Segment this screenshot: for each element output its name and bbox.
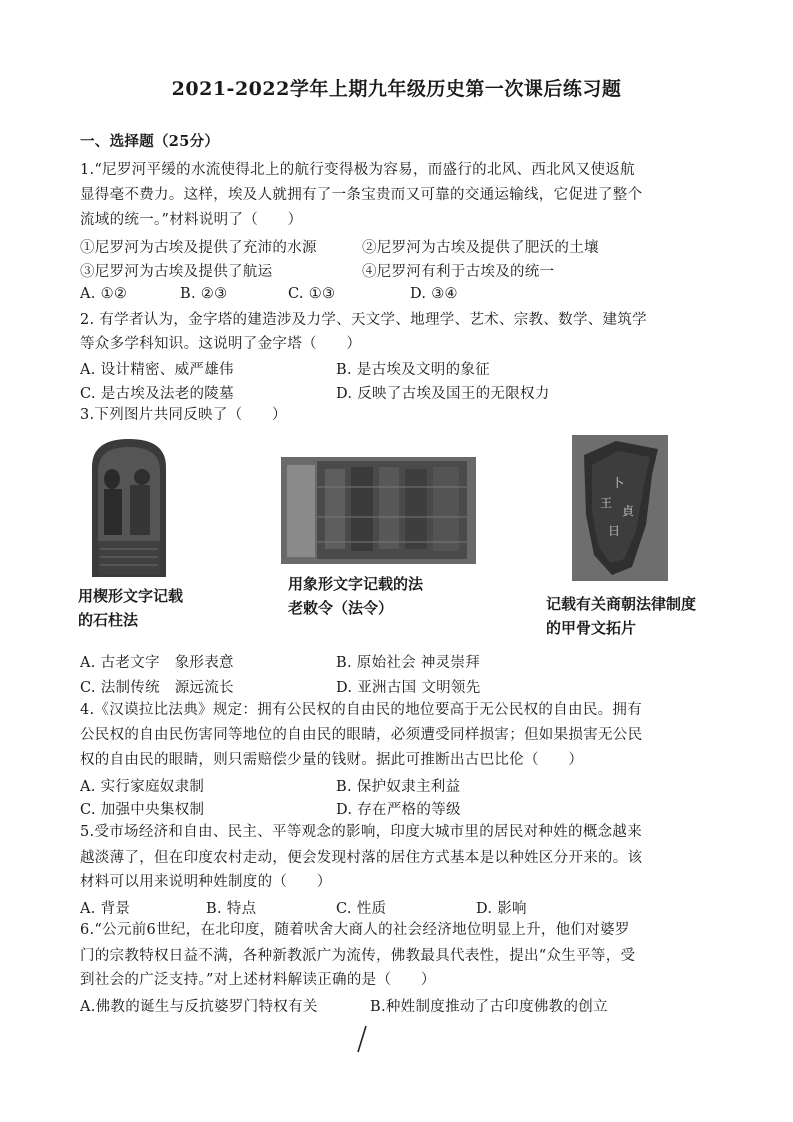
- q5-stem-line: 5.受市场经济和自由、民主、平等观念的影响，印度大城市里的居民对种姓的概念越来: [80, 824, 643, 840]
- q6-stem-line: 6.“公元前6世纪，在北印度，随着吠舍大商人的社会经济地位明显上升，他们对婆罗: [80, 922, 630, 938]
- q1-option-c: C. ①③: [288, 286, 336, 302]
- pen-mark: [352, 1024, 372, 1058]
- q6-stem-line: 门的宗教特权日益不满，各种新教派广为流传，佛教最具代表性，提出“众生平等，受: [80, 948, 636, 964]
- exam-title: 2021-2022学年上期九年级历史第一次课后练习题: [171, 78, 622, 100]
- q6-stem-line: 到社会的广泛支持。”对上述材料解读正确的是（ ）: [80, 972, 436, 988]
- q3-option-c: C. 法制传统 源远流长: [80, 680, 234, 696]
- q1-item: ①尼罗河为古埃及提供了充沛的水源: [80, 240, 317, 256]
- q1-option-d: D. ③④: [410, 286, 458, 302]
- q3-stem: 3.下列图片共同反映了（ ）: [80, 407, 287, 423]
- q4-stem-line: 公民权的自由民伤害同等地位的自由民的眼睛，必须遭受同样损害；但如果损害无公民: [80, 727, 643, 743]
- q1-stem-line: 流域的统一。”材料说明了（ ）: [80, 212, 303, 228]
- q4-option-a: A. 实行家庭奴隶制: [80, 779, 205, 795]
- q6-option-a: A.佛教的诞生与反抗婆罗门特权有关: [80, 999, 318, 1015]
- q5-option-a: A. 背景: [80, 901, 131, 917]
- q1-item: ②尼罗河为古埃及提供了肥沃的土壤: [362, 240, 599, 256]
- q4-stem-line: 权的自由民的眼睛，则只需赔偿少量的钱财。据此可推断出古巴比伦（ ）: [80, 752, 584, 768]
- q1-item: ③尼罗河为古埃及提供了航运: [80, 264, 273, 280]
- svg-text:貞: 貞: [622, 504, 635, 518]
- q2-option-c: C. 是古埃及法老的陵墓: [80, 386, 234, 402]
- q4-option-c: C. 加强中央集权制: [80, 802, 205, 818]
- caption-stele: 用楔形文字记载 的石柱法: [78, 587, 184, 629]
- q4-option-b: B. 保护奴隶主利益: [336, 779, 461, 795]
- q5-stem-line: 材料可以用来说明种姓制度的（ ）: [80, 874, 332, 890]
- q2-option-d: D. 反映了古埃及国王的无限权力: [336, 386, 550, 402]
- q5-option-d: D. 影响: [476, 901, 527, 917]
- q3-option-b: B. 原始社会 神灵崇拜: [336, 655, 481, 671]
- q1-item: ④尼罗河有利于古埃及的统一: [362, 264, 555, 280]
- svg-text:卜: 卜: [612, 476, 625, 490]
- q1-stem-line: 显得毫不费力。这样，埃及人就拥有了一条宝贵而又可靠的交通运输线，它促进了整个: [80, 187, 643, 203]
- q1-option-a: A. ①②: [80, 286, 128, 302]
- q4-option-d: D. 存在严格的等级: [336, 802, 461, 818]
- q2-stem-line: 2. 有学者认为，金字塔的建造涉及力学、天文学、地理学、艺术、宗教、数学、建筑学: [80, 312, 647, 328]
- q3-option-a: A. 古老文字 象形表意: [80, 655, 234, 671]
- stele-image: [84, 437, 174, 577]
- q6-option-b: B.种姓制度推动了古印度佛教的创立: [370, 999, 608, 1015]
- q5-stem-line: 越淡薄了，但在印度农村走动，便会发现村落的居住方式基本是以种姓区分开来的。该: [80, 850, 643, 866]
- q3-option-d: D. 亚洲古国 文明领先: [336, 680, 481, 696]
- edict-image: [281, 457, 476, 564]
- caption-oracle-bone: 记载有关商朝法律制度 的甲骨文拓片: [546, 595, 697, 637]
- q1-option-b: B. ②③: [180, 286, 228, 302]
- q2-option-b: B. 是古埃及文明的象征: [336, 362, 490, 378]
- svg-text:王: 王: [600, 496, 613, 510]
- q4-stem-line: 4.《汉谟拉比法典》规定：拥有公民权的自由民的地位要高于无公民权的自由民。拥有: [80, 702, 643, 718]
- q5-option-c: C. 性质: [336, 901, 387, 917]
- caption-edict: 用象形文字记载的法 老敕令（法令）: [288, 575, 424, 617]
- q1-stem-line: 1.“尼罗河平缓的水流使得北上的航行变得极为容易，而盛行的北风、西北风又使返航: [80, 162, 635, 178]
- section-heading: 一、选择题（25分）: [80, 133, 220, 150]
- q2-option-a: A. 设计精密、威严雄伟: [80, 362, 234, 378]
- svg-text:日: 日: [608, 524, 621, 538]
- oracle-bone-image: [572, 435, 668, 581]
- q5-option-b: B. 特点: [206, 901, 257, 917]
- q2-stem-line: 等众多学科知识。这说明了金字塔（ ）: [80, 336, 362, 352]
